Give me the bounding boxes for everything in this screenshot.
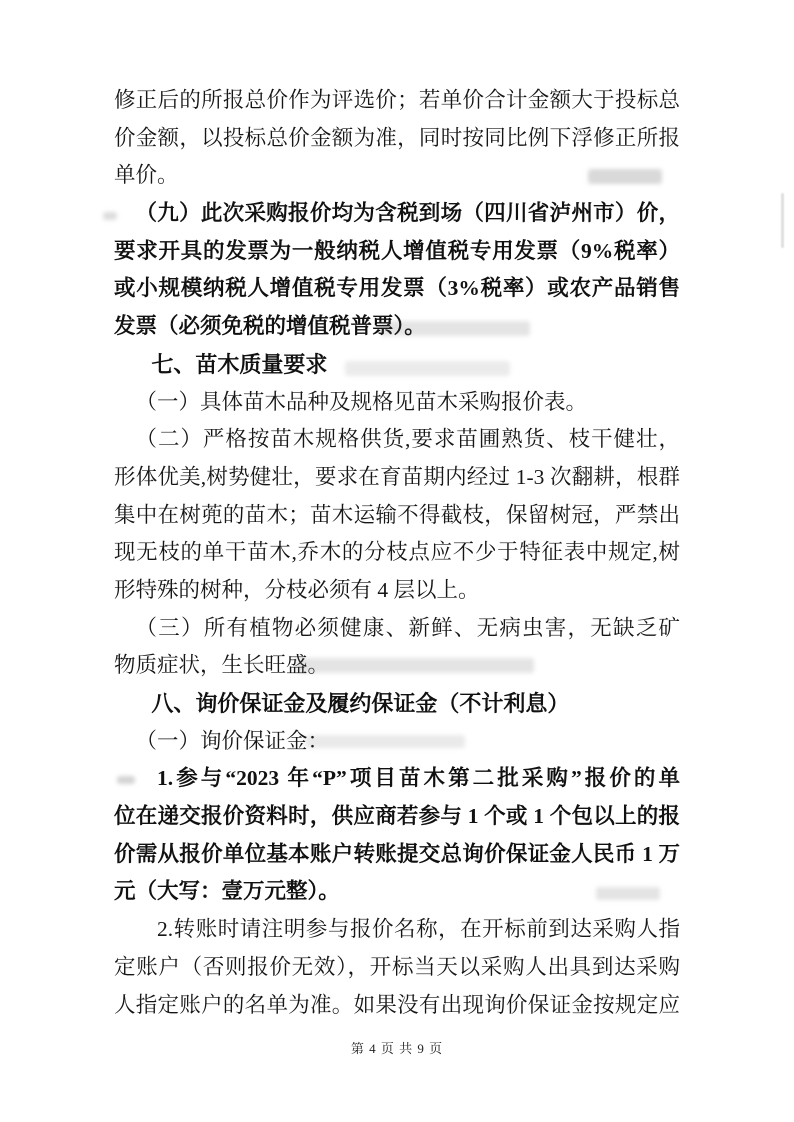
text-line: 定账户（否则报价无效），开标当天以采购人出具到达采购 — [114, 954, 680, 979]
text-line: 人指定账户的名单为准。如果没有出现询价保证金按规定应 — [114, 992, 680, 1017]
document-content — [114, 82, 680, 1024]
text-line: 形体优美,树势健壮，要求在育苗期内经过 1-3 次翻耕，根群 — [114, 464, 680, 489]
text-line: 修正后的所报总价作为评选价；若单价合计金额大于投标总 — [114, 88, 680, 112]
section-heading-8: 八、询价保证金及履约保证金（不计利息） — [151, 691, 570, 716]
text-line: 集中在树蔸的苗木；苗木运输不得截枝，保留树冠，严禁出 — [114, 502, 680, 527]
text-line: （一）询价保证金： — [135, 728, 330, 753]
text-line: 价金额，以投标总价金额为准，同时按同比例下浮修正所报 — [114, 125, 680, 150]
text-line: 发票（必须免税的增值税普票）。 — [114, 314, 426, 339]
text-line: （二）严格按苗木规格供货,要求苗圃熟货、枝干健壮， — [135, 427, 680, 452]
text-line: 单价。 — [114, 163, 179, 188]
scan-artifact — [781, 193, 784, 248]
text-line: 物质症状，生长旺盛。 — [114, 653, 330, 678]
page-footer: 第 4 页 共 9 页 — [350, 1041, 444, 1056]
text-line: （三）所有植物必须健康、新鲜、无病虫害，无缺乏矿 — [135, 615, 680, 640]
text-line: 现无枝的单干苗木,乔木的分枝点应不少于特征表中规定,树 — [114, 540, 680, 565]
text-line: 2.转账时请注明参与报价名称，在开标前到达采购人指 — [157, 917, 680, 942]
text-line: 价需从报价单位基本账户转账提交总询价保证金人民币 1 万 — [114, 841, 680, 866]
section-heading-7: 七、苗木质量要求 — [151, 351, 328, 377]
text-line: （一）具体苗木品种及规格见苗木采购报价表。 — [135, 389, 588, 414]
text-line: 形特殊的树种，分枝必须有 4 层以上。 — [114, 577, 480, 602]
text-line: （九）此次采购报价均为含税到场（四川省泸州市）价， — [135, 201, 680, 226]
text-line: 位在递交报价资料时，供应商若参与 1 个或 1 个包以上的报 — [114, 804, 680, 829]
text-line: 要求开具的发票为一般纳税人增值税专用发票（9%税率） — [114, 238, 680, 263]
text-line: 1.参与“2023 年“P”项目苗木第二批采购”报价的单 — [157, 766, 680, 791]
text-line: 或小规模纳税人增值税专用发票（3%税率）或农产品销售 — [114, 276, 680, 301]
text-line: 元（大写：壹万元整）。 — [114, 879, 340, 904]
